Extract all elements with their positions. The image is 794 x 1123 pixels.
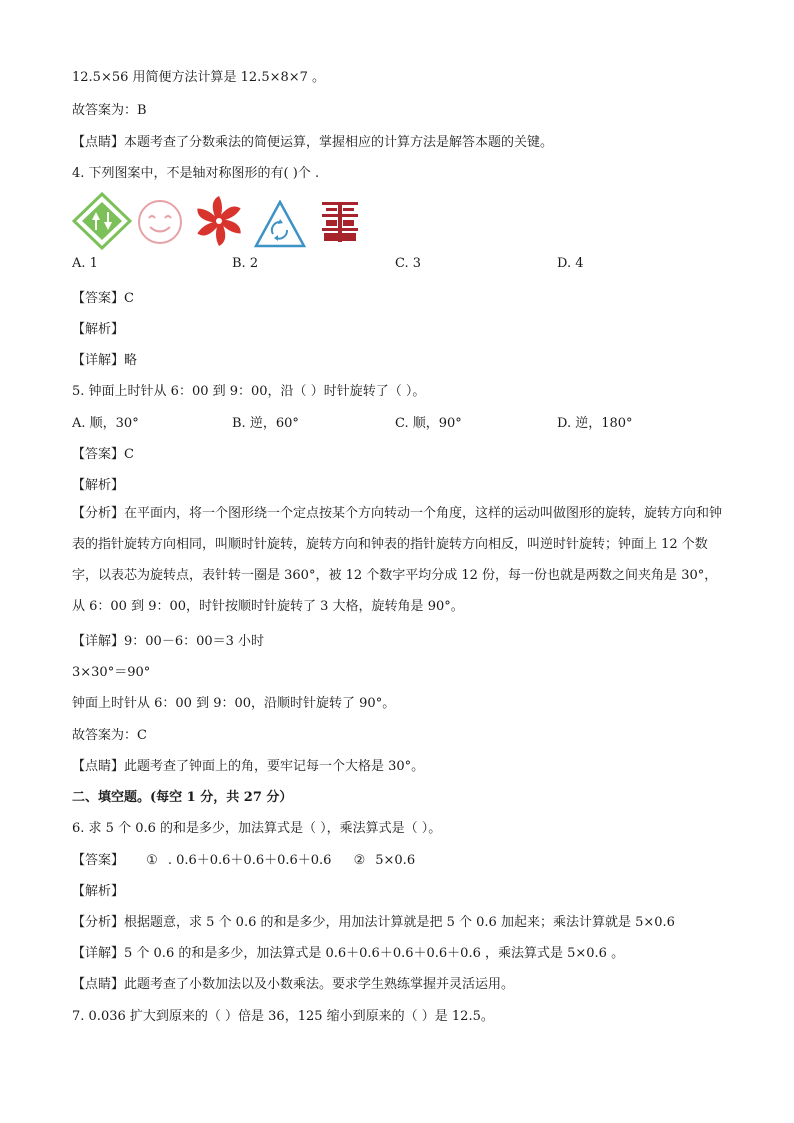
section-heading: 二、填空题。(每空 1 分，共 27 分） — [72, 790, 293, 805]
answer: 【答案】C — [72, 291, 134, 306]
option-a: A. 1 — [72, 256, 98, 271]
red-pinwheel-icon — [192, 194, 246, 248]
detail: 【详解】略 — [72, 353, 138, 368]
option-d: D. 4 — [557, 256, 584, 271]
detail: 【详解】9：00－6：00＝3 小时 — [72, 634, 265, 649]
question-4: 4. 下列图案中，不是轴对称图形的有( )个 . — [72, 166, 320, 181]
answer: 【答案】C — [72, 447, 134, 462]
option-a: A. 顺，30° — [72, 416, 139, 431]
note: 【点睛】此题考查了钟面上的角，要牢记每一个大格是 30°。 — [72, 759, 425, 774]
circled-one: ① — [146, 853, 158, 868]
text-line: 12.5×56 用简便方法计算是 12.5×8×7 。 — [72, 70, 326, 85]
option-b: B. 2 — [232, 256, 259, 271]
option-d: D. 逆，180° — [557, 416, 633, 431]
calculation: 3×30°＝90° — [72, 665, 151, 680]
double-happiness-icon — [318, 198, 362, 244]
jiexi: 【解析】 — [72, 322, 125, 337]
question-5: 5. 钟面上时针从 6：00 到 9：00，沿（ ）时针旋转了（ ）。 — [72, 384, 426, 399]
green-diamond-arrows-icon — [72, 192, 132, 250]
option-c: C. 顺，90° — [395, 416, 462, 431]
option-c: C. 3 — [395, 256, 422, 271]
jiexi: 【解析】 — [72, 478, 125, 493]
circled-two: ② — [353, 853, 366, 868]
answer-label: 【答案】 — [72, 853, 125, 868]
recycle-triangle-icon — [254, 200, 306, 248]
text-line: 【点睛】本题考查了分数乘法的简便运算，掌握相应的计算方法是解答本题的关键。 — [72, 135, 554, 150]
question-7: 7. 0.036 扩大到原来的（ ）倍是 36，125 缩小到原来的（ ）是 12.5。 — [72, 1009, 494, 1024]
final-answer: 故答案为：C — [72, 728, 147, 743]
analysis-paragraph: 【分析】在平面内，将一个图形绕一个定点按某个方向转动一个角度，这样的运动叫做图形的旋转，旋转方向和钟表的指针旋转方向相同，叫顺时针旋转，旋转方向和钟表的指针旋转方向相反，叫逆时针旋转；钟面上 12 个数字，以表芯为旋转点，表针转一圈是 360°，被 12 个数字平均分成 12 份，每一份也就是两数之间夹角是 30°，从 6：00 到 9：00，时针按顺时针旋转了 3 大格，旋转角是 90°。 — [72, 506, 723, 614]
note: 【点睛】此题考查了小数加法以及小数乘法。要求学生熟练掌握并灵活运用。 — [72, 977, 515, 992]
question-6: 6. 求 5 个 0.6 的和是多少，加法算式是（ ），乘法算式是（ ）。 — [72, 821, 442, 836]
text-line: 故答案为：B — [72, 103, 147, 118]
detail: 【详解】5 个 0.6 的和是多少，加法算式是 0.6＋0.6＋0.6＋0.6＋0.6 ，乘法算式是 5×0.6 。 — [72, 946, 625, 961]
answer-row — [72, 849, 415, 868]
analysis: 【分析】根据题意，求 5 个 0.6 的和是多少，用加法计算就是把 5 个 0.6 加起来；乘法计算就是 5×0.6 — [72, 915, 675, 930]
answer-value-2: 5×0.6 — [375, 853, 416, 868]
option-b: B. 逆，60° — [232, 416, 299, 431]
answer-value-1: . 0.6＋0.6＋0.6＋0.6＋0.6 — [167, 853, 332, 868]
jiexi: 【解析】 — [72, 884, 125, 899]
question-4-figures — [72, 192, 372, 250]
result: 钟面上时针从 6：00 到 9：00，沿顺时针旋转了 90°。 — [72, 696, 396, 711]
smiley-face-icon — [136, 198, 184, 246]
